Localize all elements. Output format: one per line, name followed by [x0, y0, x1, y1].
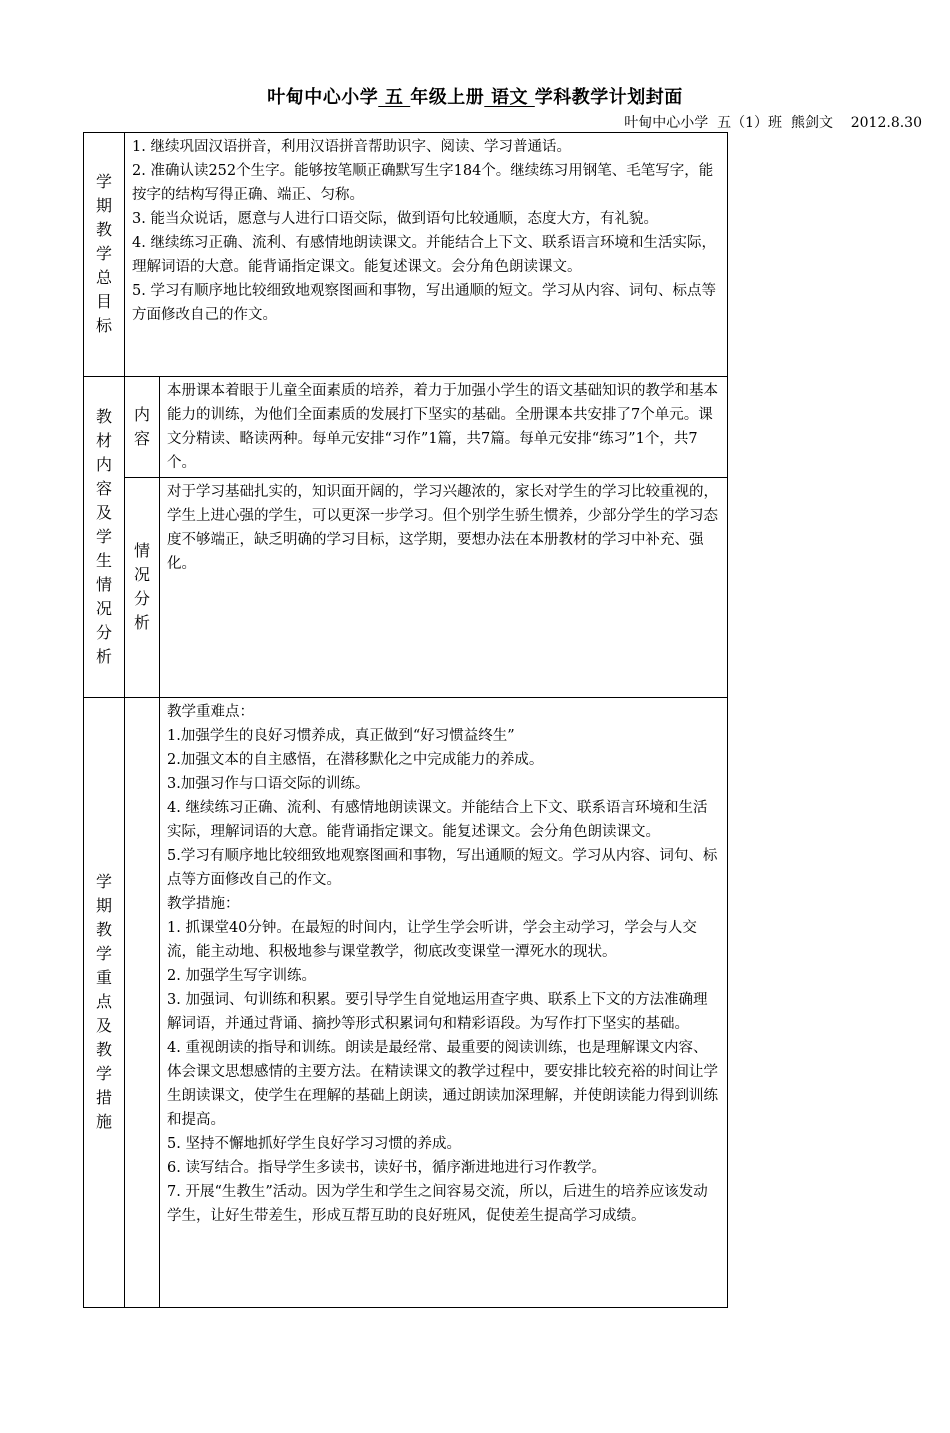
analysis-text-cell — [160, 478, 728, 698]
focus-line: 教学重难点： — [167, 704, 254, 720]
focus-line: 3.加强习作与口语交际的训练。 — [167, 776, 370, 792]
material-content-row — [84, 377, 728, 478]
focus-label: 学期教学重点及教学措施 — [96, 872, 113, 1131]
analysis-text: 对于学习基础扎实的，知识面开阔的，学习兴趣浓的，家长对学生的学习比较重视的，学生上进心强的学生，可以更深一步学习。但个别学生骄生惯养，少部分学生的学习态度不够端正，缺乏明确的学习目标，这学期，要想办法在本册教材的学习中补充、强化。 — [167, 484, 718, 572]
material-label-cell — [84, 377, 125, 698]
material-analysis-row — [84, 478, 728, 698]
goals-line: 5. 学习有顺序地比较细致地观察图画和事物，写出通顺的短文。学习从内容、词句、标点等方面修改自己的作文。 — [132, 283, 716, 323]
focus-row — [84, 698, 728, 1308]
focus-line: 4. 重视朗读的指导和训练。朗读是最经常、最重要的阅读训练，也是理解课文内容、体会课文思想感情的主要方法。在精读课文的教学过程中，要安排比较充裕的时间让学生朗读课文，使学生在理解的基础上朗读，通过朗读加深理解，并使朗读能力得到训练和提高。 — [167, 1040, 718, 1128]
title-suffix: 学科教学计划封面 — [534, 87, 683, 108]
focus-line: 6. 读写结合。指导学生多读书，读好书，循序渐进地进行习作教学。 — [167, 1160, 606, 1176]
material-label: 教材内容及学生情况分析 — [96, 406, 113, 666]
focus-line: 3. 加强词、句训练和积累。要引导学生自觉地运用查字典、联系上下文的方法准确理解词语，并通过背诵、摘抄等形式积累词句和精彩语段。为写作打下坚实的基础。 — [167, 992, 708, 1032]
content-text-cell — [160, 377, 728, 478]
focus-content-cell — [160, 698, 728, 1308]
focus-line: 5.学习有顺序地比较细致地观察图画和事物，写出通顺的短文。学习从内容、词句、标点等方面修改自己的作文。 — [167, 848, 718, 888]
focus-label-cell — [84, 698, 125, 1308]
goals-line: 4. 继续练习正确、流利、有感情地朗读课文。并能结合上下文、联系语言环境和生活实际，理解词语的大意。能背诵指定课文。能复述课文。会分角色朗读课文。 — [132, 235, 716, 275]
title-grade: 五 — [378, 87, 411, 108]
focus-line: 1. 抓课堂40分钟。在最短的时间内，让学生学会听讲，学会主动学习，学会与人交流，能主动地、积极地参与课堂教学，彻底改变课堂一潭死水的现状。 — [167, 920, 697, 960]
focus-line: 5. 坚持不懈地抓好学生良好学习习惯的养成。 — [167, 1136, 461, 1152]
title-subject: 语文 — [484, 87, 535, 108]
page-subtitle: 叶甸中心小学 五（1）班 熊剑文 2012.8.30 — [624, 115, 922, 131]
goals-label-cell — [84, 133, 125, 377]
focus-line: 2.加强文本的自主感悟，在潜移默化之中完成能力的养成。 — [167, 752, 544, 768]
focus-line: 4. 继续练习正确、流利、有感情地朗读课文。并能结合上下文、联系语言环境和生活实际，理解词语的大意。能背诵指定课文。能复述课文。会分角色朗读课文。 — [167, 800, 708, 840]
focus-line: 1.加强学生的良好习惯养成，真正做到“好习惯益终生” — [167, 728, 515, 744]
focus-line: 7. 开展“生教生”活动。因为学生和学生之间容易交流，所以，后进生的培养应该发动学生，让好生带差生，形成互帮互助的良好班风，促使差生提高学习成绩。 — [167, 1184, 708, 1224]
page-title — [0, 83, 950, 109]
goals-line: 3. 能当众说话，愿意与人进行口语交际，做到语句比较通顺，态度大方，有礼貌。 — [132, 211, 658, 227]
content-label: 内容 — [134, 404, 151, 448]
goals-label: 学期教学总目标 — [96, 172, 113, 335]
content-text: 本册课本着眼于儿童全面素质的培养，着力于加强小学生的语文基础知识的教学和基本能力的训练，为他们全面素质的发展打下坚实的基础。全册课本共安排了7个单元。课文分精读、略读两种。每单元安排“习作”1篇，共7篇。每单元安排“练习”1个，共7个。 — [167, 383, 718, 471]
analysis-label: 情况分析 — [134, 541, 151, 632]
focus-line: 教学措施： — [167, 896, 240, 912]
title-grade-suffix: 年级上册 — [410, 87, 485, 108]
analysis-label-cell — [125, 478, 160, 698]
goals-content-cell — [125, 133, 728, 377]
focus-line: 2. 加强学生写字训练。 — [167, 968, 316, 984]
goals-row — [84, 133, 728, 377]
title-school: 叶甸中心小学 — [267, 87, 379, 108]
content-label-cell — [125, 377, 160, 478]
goals-line: 1. 继续巩固汉语拼音，利用汉语拼音帮助识字、阅读、学习普通话。 — [132, 139, 571, 155]
focus-empty-cell — [125, 698, 160, 1308]
goals-line: 2. 准确认读252个生字。能够按笔顺正确默写生字184个。继续练习用钢笔、毛笔写字，能按字的结构写得正确、端正、匀称。 — [132, 163, 714, 203]
plan-table — [83, 132, 728, 1308]
